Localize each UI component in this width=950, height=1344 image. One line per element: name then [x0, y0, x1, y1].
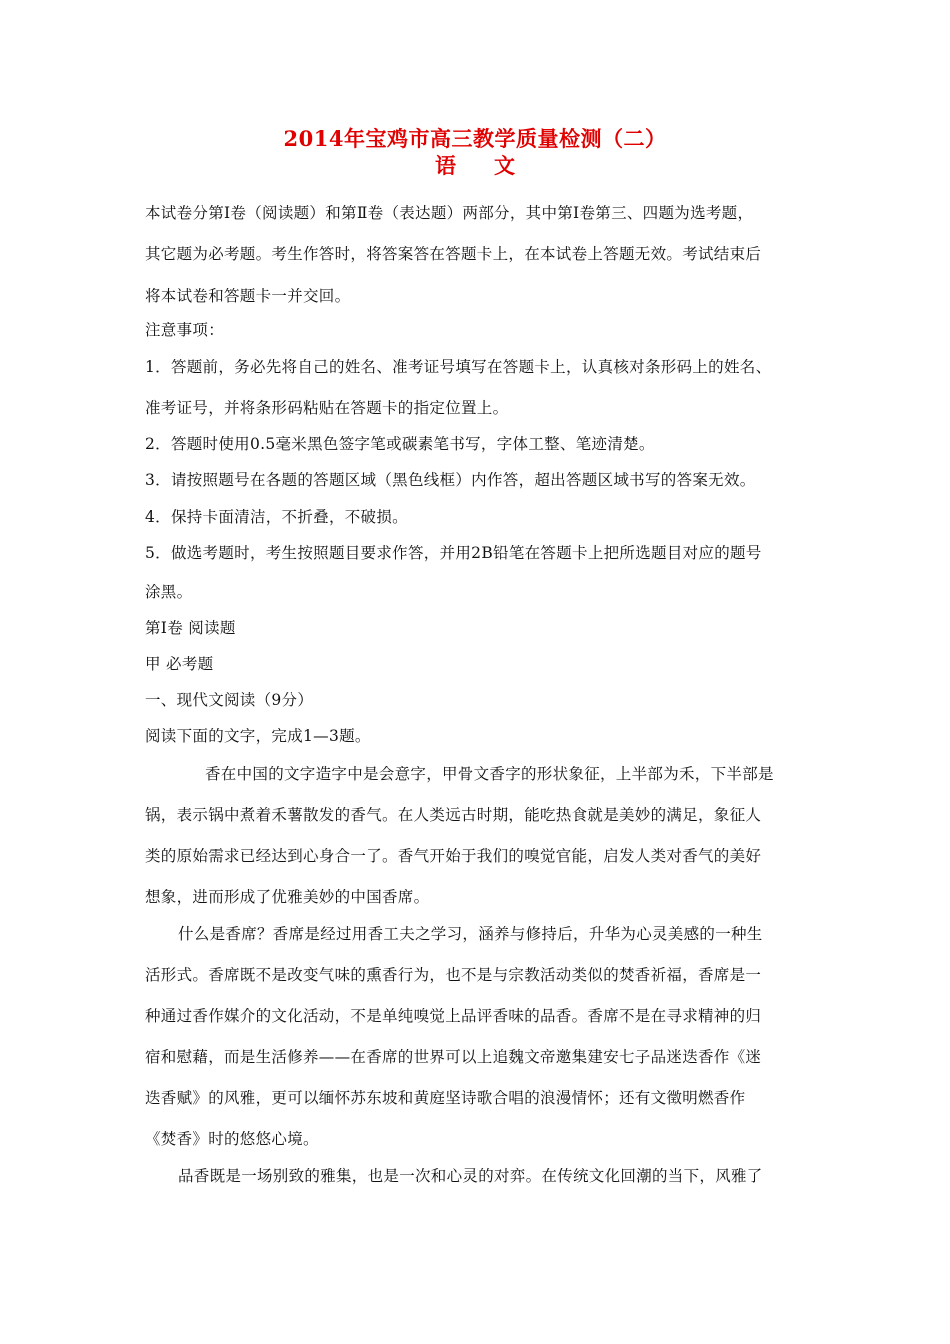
note-5-line-2: 涂黑。 — [145, 583, 193, 601]
para-2-line-4: 宿和慰藉，而是生活修养——在香席的世界可以上追魏文帝邀集建安七子品迷迭香作《迷 — [145, 1048, 762, 1066]
notes-heading: 注意事项： — [145, 321, 225, 339]
para-3-line-1: 品香既是一场别致的雅集，也是一次和心灵的对弈。在传统文化回潮的当下，风雅了 — [178, 1167, 763, 1185]
para-2-line-3: 种通过香作媒介的文化活动，不是单纯嗅觉上品评香味的品香。香席不是在寻求精神的归 — [145, 1007, 762, 1025]
para-1-line-4: 想象，进而形成了优雅美妙的中国香席。 — [145, 888, 430, 906]
question-instruction: 阅读下面的文字，完成1—3题。 — [145, 727, 371, 745]
question-heading: 一、现代文阅读（9分） — [145, 691, 314, 709]
para-1-line-3: 类的原始需求已经达到心身合一了。香气开始于我们的嗅觉官能，启发人类对香气的美好 — [145, 847, 762, 865]
para-1-line-1: 香在中国的文字造字中是会意字，甲骨文香字的形状象征，上半部为禾，下半部是 — [205, 765, 774, 783]
para-2-line-2: 活形式。香席既不是改变气味的熏香行为，也不是与宗教活动类似的焚香祈福，香席是一 — [145, 966, 762, 984]
note-1-line-1: 1．答题前，务必先将自己的姓名、准考证号填写在答题卡上，认真核对条形码上的姓名、 — [145, 358, 772, 376]
subsection-heading: 甲 必考题 — [145, 655, 214, 673]
note-3: 3．请按照题号在各题的答题区域（黑色线框）内作答，超出答题区域书写的答案无效。 — [145, 471, 756, 489]
para-2-line-5: 迭香赋》的风雅，更可以缅怀苏东坡和黄庭坚诗歌合唱的浪漫情怀；还有文徵明燃香作 — [145, 1089, 746, 1107]
document-subject: 语文 — [435, 153, 553, 178]
para-2-line-6: 《焚香》时的悠悠心境。 — [145, 1130, 319, 1148]
intro-line-3: 将本试卷和答题卡一并交回。 — [145, 287, 351, 305]
note-4: 4．保持卡面清洁，不折叠，不破损。 — [145, 508, 408, 526]
intro-line-2: 其它题为必考题。考生作答时，将答案答在答题卡上，在本试卷上答题无效。考试结束后 — [145, 245, 762, 263]
note-1-line-2: 准考证号，并将条形码粘贴在答题卡的指定位置上。 — [145, 399, 509, 417]
document-title: 2014年宝鸡市高三教学质量检测（二） — [283, 126, 667, 151]
para-1-line-2: 锅，表示锅中煮着禾薯散发的香气。在人类远古时期，能吃热食就是美妙的满足，象征人 — [145, 806, 762, 824]
section-heading: 第Ⅰ卷 阅读题 — [145, 619, 236, 637]
intro-line-1: 本试卷分第Ⅰ卷（阅读题）和第Ⅱ卷（表达题）两部分，其中第Ⅰ卷第三、四题为选考题， — [145, 204, 754, 222]
para-2-line-1: 什么是香席？香席是经过用香工夫之学习，涵养与修持后，升华为心灵美感的一种生 — [178, 925, 763, 943]
note-5-line-1: 5．做选考题时，考生按照题目要求作答，并用2B铅笔在答题卡上把所选题目对应的题号 — [145, 544, 762, 562]
note-2: 2．答题时使用0.5毫米黑色签字笔或碳素笔书写，字体工整、笔迹清楚。 — [145, 435, 655, 453]
